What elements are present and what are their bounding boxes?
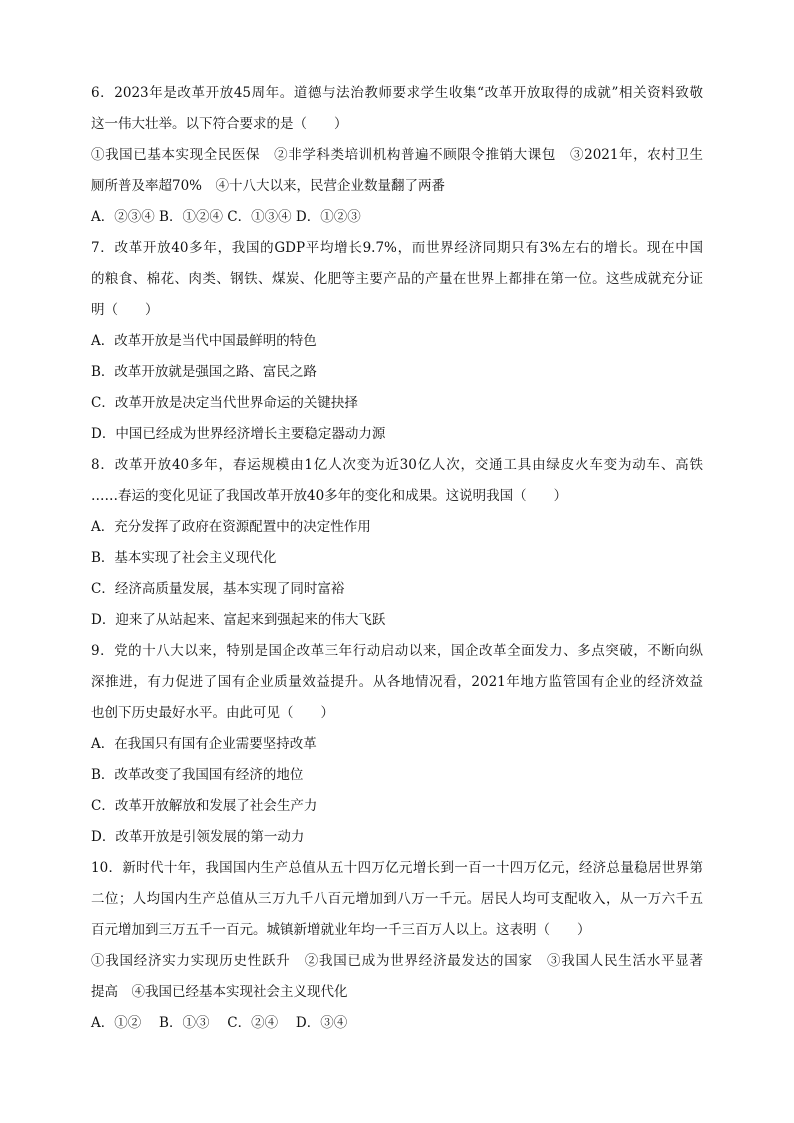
- question-10-statements-line-2: 提高 ④我国已经基本实现社会主义现代化: [91, 984, 348, 1000]
- question-9-option-c: C．改革开放解放和发展了社会生产力: [91, 798, 318, 814]
- question-7-stem-line-3: 明（ ）: [91, 302, 159, 318]
- question-6-stem-line-2: 这一伟大壮举。以下符合要求的是（ ）: [91, 116, 348, 132]
- question-8-stem-line-1: 8．改革开放40多年，春运规模由1亿人次变为近30亿人次，交通工具由绿皮火车变为动车、高铁: [91, 457, 703, 473]
- question-8-option-d: D．迎来了从站起来、富起来到强起来的伟大飞跃: [91, 612, 386, 628]
- question-10-stem-line-2: 二位；人均国内生产总值从三万九千八百元增加到八万一千元。居民人均可支配收入，从一万六千五: [91, 891, 703, 907]
- question-9: [91, 636, 703, 853]
- question-10-stem-line-1: 10．新时代十年，我国国内生产总值从五十四万亿元增长到一百一十四万亿元，经济总量稳居世界第: [91, 860, 703, 876]
- question-10-stem-line-3: 百元增加到三万五千一百元。城镇新增就业年均一千三百万人以上。这表明（ ）: [91, 922, 591, 938]
- question-8-stem-line-2: ……春运的变化见证了我国改革开放40多年的变化和成果。这说明我国（ ）: [91, 488, 568, 504]
- question-7-option-a: A．改革开放是当代中国最鲜明的特色: [91, 333, 317, 349]
- question-9-stem-line-2: 深推进，有力促进了国有企业质量效益提升。从各地情况看，2021年地方监管国有企业的经济效益: [91, 674, 703, 690]
- question-7: [91, 233, 703, 450]
- question-7-option-b: B．改革开放就是强国之路、富民之路: [91, 364, 317, 380]
- question-10-statements-line-1: ①我国经济实力实现历史性跃升 ②我国已成为世界经济最发达的国家 ③我国人民生活水平显著: [91, 953, 703, 969]
- question-8-option-a: A．充分发挥了政府在资源配置中的决定性作用: [91, 519, 371, 535]
- question-9-stem-line-1: 9．党的十八大以来，特别是国企改革三年行动启动以来，国企改革全面发力、多点突破，不断向纵: [91, 643, 703, 659]
- question-8-option-c: C．经济高质量发展，基本实现了同时富裕: [91, 581, 345, 597]
- question-7-stem-line-2: 的粮食、棉花、肉类、钢铁、煤炭、化肥等主要产品的产量在世界上都排在第一位。这些成就充分证: [91, 271, 703, 287]
- exam-page: [91, 78, 703, 1039]
- question-10: [91, 853, 703, 1039]
- question-10-options: A．①② B．①③ C．②④ D．③④: [91, 1015, 348, 1031]
- question-8-option-b: B．基本实现了社会主义现代化: [91, 550, 277, 566]
- question-7-stem-line-1: 7．改革开放40多年，我国的GDP平均增长9.7%，而世界经济同期只有3%左右的增长。现在中国: [91, 240, 703, 256]
- question-6: [91, 78, 703, 233]
- question-9-stem-line-3: 也创下历史最好水平。由此可见（ ）: [91, 705, 334, 721]
- question-9-option-b: B．改革改变了我国国有经济的地位: [91, 767, 304, 783]
- question-9-option-d: D．改革开放是引领发展的第一动力: [91, 829, 305, 845]
- question-7-option-d: D．中国已经成为世界经济增长主要稳定器动力源: [91, 426, 386, 442]
- question-8: [91, 450, 703, 636]
- question-7-option-c: C．改革开放是决定当代世界命运的关键抉择: [91, 395, 358, 411]
- question-6-stem-line-1: 6．2023年是改革开放45周年。道德与法治教师要求学生收集“改革开放取得的成就”相关资料致敬: [91, 85, 703, 101]
- question-9-option-a: A．在我国只有国有企业需要坚持改革: [91, 736, 317, 752]
- question-6-options: A．②③④ B．①②④ C．①③④ D．①②③: [91, 209, 361, 225]
- question-6-statements-line-2: 厕所普及率超70% ④十八大以来，民营企业数量翻了两番: [91, 178, 446, 194]
- question-6-statements-line-1: ①我国已基本实现全民医保 ②非学科类培训机构普遍不顾限令推销大课包 ③2021年，农村卫生: [91, 147, 703, 163]
